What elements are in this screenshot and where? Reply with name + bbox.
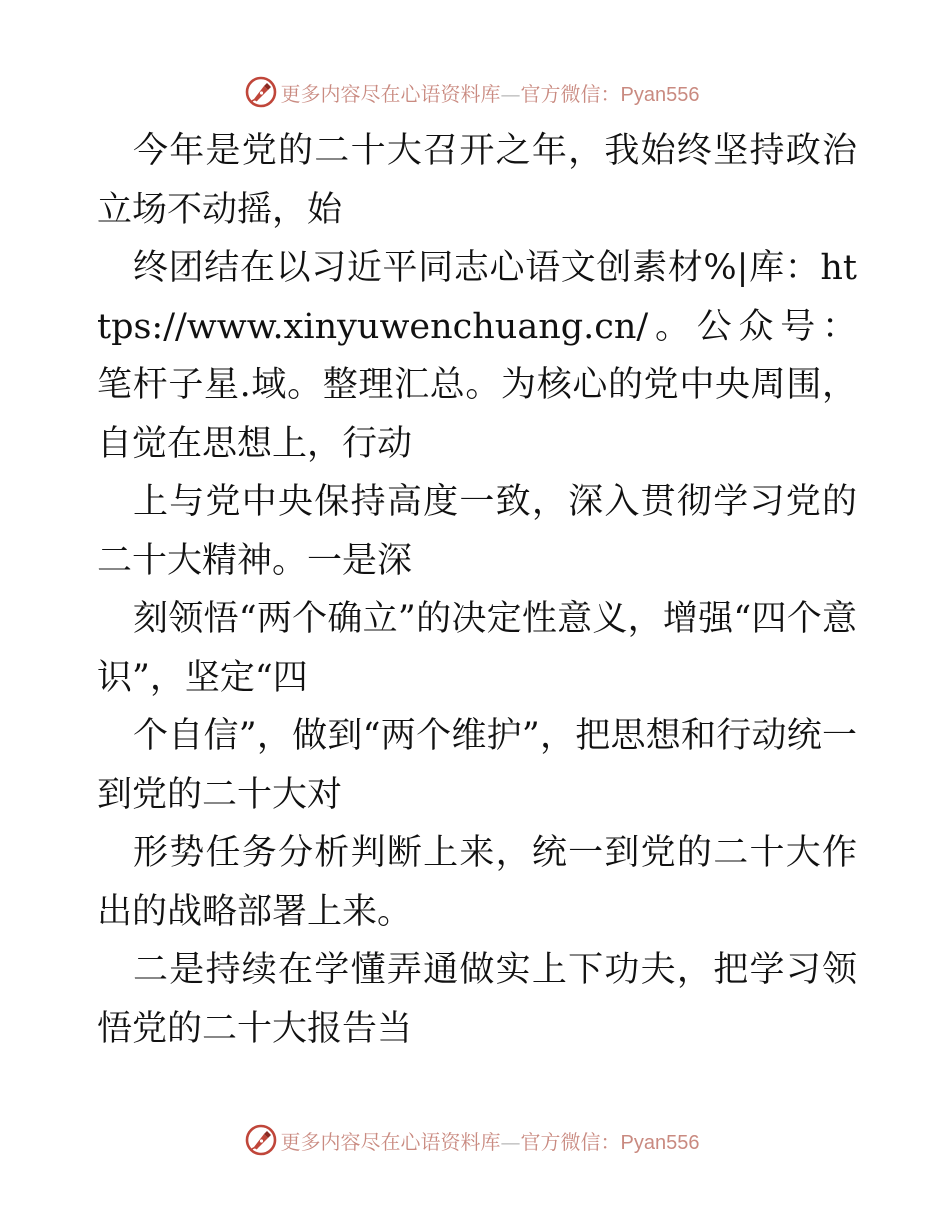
- footer-wechat-label: 官方微信：: [520, 1129, 621, 1154]
- paragraph-1: 今年是党的二十大召开之年，我始终坚持政治立场不动摇，始: [97, 131, 857, 230]
- paragraph-6: 形势任务分析判断上来，统一到党的二十大作出的战略部署上来。: [97, 833, 857, 932]
- pen-nib-logo-icon: [245, 76, 277, 108]
- header-wechat-label: 官方微信：: [520, 81, 621, 106]
- footer-banner: [0, 1120, 950, 1160]
- footer-banner-inner: [245, 1124, 700, 1156]
- footer-cn-text: 更多内容尽在心语资料库: [280, 1129, 501, 1154]
- header-banner-text: [281, 78, 700, 107]
- paragraph-4: 刻领悟“两个确立”的决定性意义，增强“四个意识”，坚定“四: [97, 599, 857, 698]
- paragraph-2: 终团结在以习近平同志心语文创素材%|库：https://www.xinyuwenchuang.cn/。公众号：笔杆子星.域。整理汇总。为核心的党中央周围，自觉在思想上，行动: [97, 248, 857, 464]
- paragraph-7: 二是持续在学懂弄通做实上下功夫，把学习领悟党的二十大报告当: [97, 950, 857, 1049]
- header-banner: [0, 72, 950, 112]
- body-text: [97, 122, 857, 1058]
- header-wechat-id: Pyan556: [620, 83, 700, 106]
- footer-wechat-id: Pyan556: [620, 1131, 700, 1154]
- pen-nib-logo-icon: [245, 1124, 277, 1156]
- footer-banner-text: [281, 1126, 700, 1155]
- header-cn-text: 更多内容尽在心语资料库: [280, 81, 501, 106]
- header-separator: —: [500, 81, 521, 106]
- paragraph-5: 个自信”，做到“两个维护”，把思想和行动统一到党的二十大对: [97, 716, 857, 815]
- header-banner-inner: [245, 76, 700, 108]
- footer-separator: —: [500, 1129, 521, 1154]
- paragraph-3: 上与党中央保持高度一致，深入贯彻学习党的二十大精神。一是深: [97, 482, 857, 581]
